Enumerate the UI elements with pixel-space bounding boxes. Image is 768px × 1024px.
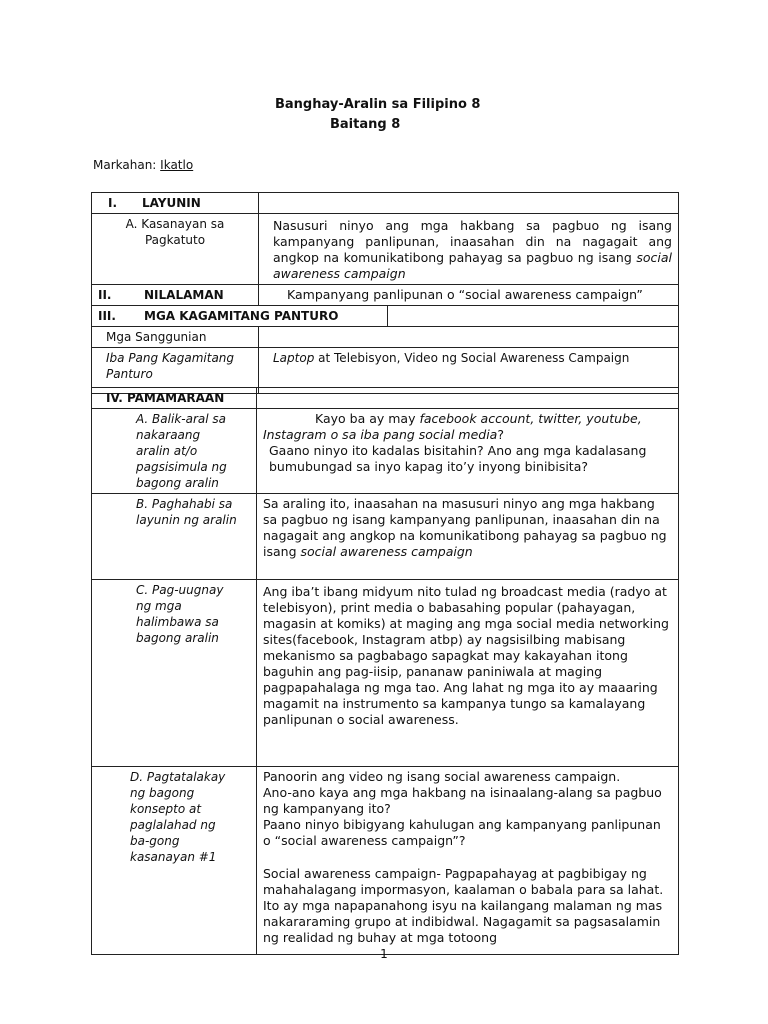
iba-pang-label: Iba Pang Kagamitang Panturo (92, 348, 259, 394)
row-d-text: Panoorin ang video ng isang social awareness campaign. Ano-ano kaya ang mga hakbang na isinaalang-alang sa pagbuo ng kampanyang ito? Paano ninyo bibigyang kahulugan ang kampanyang panlipunan o “social awareness campaign”? Social awareness campaign- Pagpapahayag at pagbibigay ng mahahalagang impormasyon, kaalaman o babala para sa lahat. Ito ay mga napapanahong isyu na kailangang malaman ng mas nakararaming grupo at indibidwal. Nagagamit sa pagsasalamin ng realidad ng buhay at mga totoong (257, 767, 679, 955)
row-a-text: Kayo ba ay may facebook account, twitter, youtube, Instagram o sa iba pang social media? Gaano ninyo ito kadalas bisitahin? Ano ang mga kadalasang bumubungad sa inyo kapag ito’y inyong binibisita? (257, 409, 679, 494)
markahan-label: Markahan: (93, 158, 157, 172)
pamamaraan-header: IV. PAMAMARAAN (92, 388, 257, 409)
markahan-value: Ikatlo (160, 158, 194, 172)
lesson-plan-table-2 (91, 387, 679, 955)
sanggunian-label: Mga Sanggunian (92, 327, 259, 348)
row-c-text: Ang iba’t ibang midyum nito tulad ng broadcast media (radyo at telebisyon), print media o babasahing popular (pahayagan, magasin at komiks) at maging ang mga social media networking sites(facebook, Instagram atbp) ay nagsisilbing mabisang mekanismo sa pagbabago sapagkat may kakayahan itong baguhin ang pag-iisip, pananaw paniniwala at maging pagpapahalaga ng mga tao. Ang lahat ng mga ito ay maaaring magamit na instrumento sa kampanya tungo sa kamalayang panlipunan o social awareness. (257, 580, 679, 767)
document-title: Banghay-Aralin sa Filipino 8 (275, 97, 481, 112)
kasanayan-label: A. Kasanayan sa Pagkatuto (92, 214, 259, 285)
nilalaman-text: Kampanyang panlipunan o “social awareness campaign” (259, 285, 679, 306)
row-b-label: B. Paghahabi sa layunin ng aralin (92, 494, 257, 580)
lesson-plan-table-1 (91, 192, 679, 394)
row-a-label: A. Balik-aral sa nakaraang aralin at/o pagsisimula ng bagong aralin (92, 409, 257, 494)
row-b-text: Sa araling ito, inaasahan na masusuri ninyo ang mga hakbang sa pagbuo ng isang kampanyang panlipunan, inaasahan din na nagagait ang angkop na komunikatibong pahayag sa pagbuo ng isang social awareness campaign (257, 494, 679, 580)
iba-pang-text: Laptop at Telebisyon, Video ng Social Awareness Campaign (259, 348, 679, 394)
kagamitan-header: III. MGA KAGAMITANG PANTURO (92, 306, 388, 327)
row-c-label: C. Pag-uugnay ng mga halimbawa sa bagong aralin (92, 580, 257, 767)
markahan-line (93, 158, 193, 172)
kasanayan-text: Nasusuri ninyo ang mga hakbang sa pagbuo ng isang kampanyang panlipunan, inaasahan din na nagagait ang angkop na komunikatibong pahayag sa pagbuo ng isang social awareness campaign (259, 214, 679, 285)
page-number: 1 (380, 947, 388, 961)
layunin-header: I. LAYUNIN (92, 193, 259, 214)
document-grade: Baitang 8 (330, 117, 401, 132)
nilalaman-header: II. NILALAMAN (92, 285, 259, 306)
row-d-label: D. Pagtatalakay ng bagong konsepto at paglalahad ng ba-gong kasanayan #1 (92, 767, 257, 955)
